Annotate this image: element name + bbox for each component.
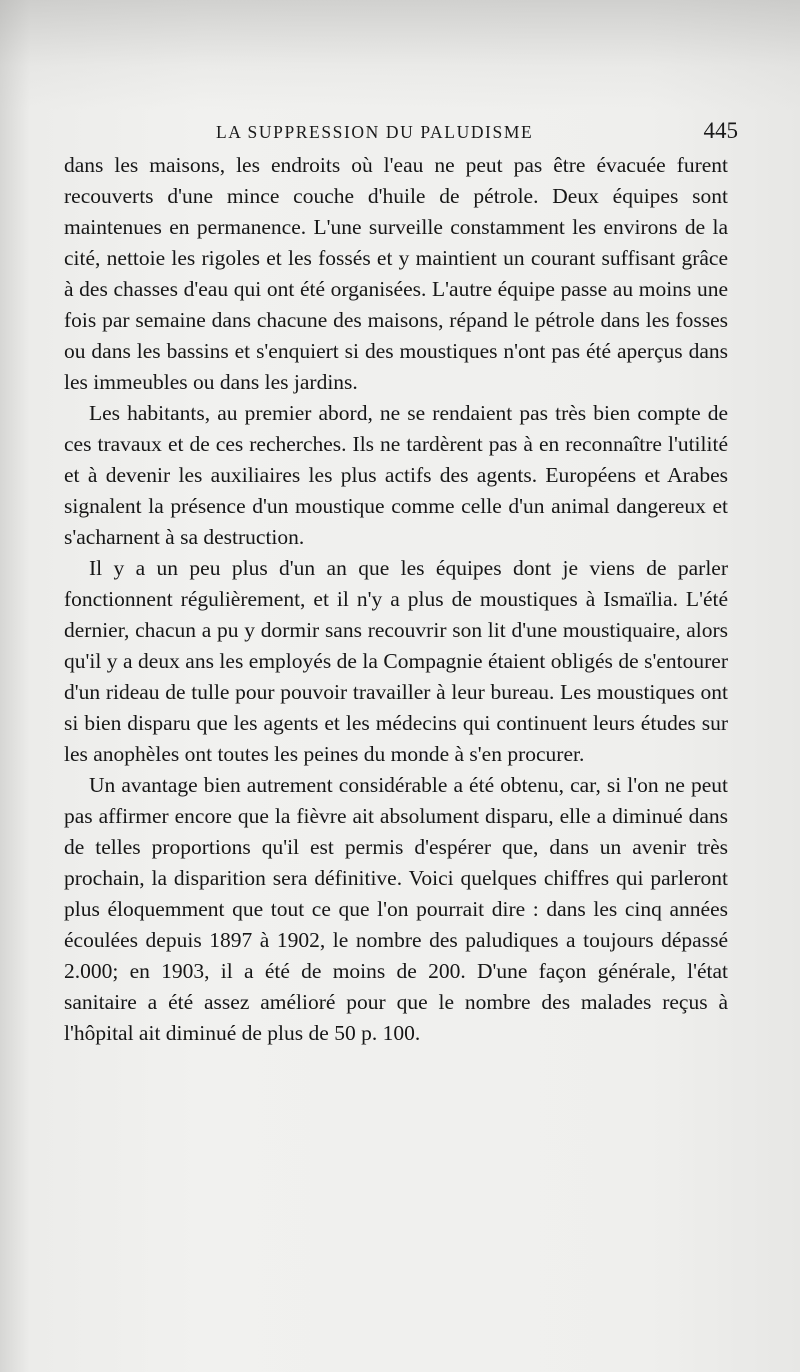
body-text	[64, 150, 728, 1049]
running-head	[62, 118, 738, 148]
running-title: LA SUPPRESSION DU PALUDISME	[216, 122, 534, 142]
paragraph: Les habitants, au premier abord, ne se rendaient pas très bien compte de ces travaux et de ces recherches. Ils ne tardèrent pas à en reconnaître l'utilité et à devenir les auxiliaires les plus actifs des agents. Européens et Arabes signalent la présence d'un moustique comme celle d'un animal dangereux et s'acharnent à sa destruction.	[64, 401, 728, 549]
paragraph: dans les maisons, les endroits où l'eau ne peut pas être évacuée furent recouverts d'une mince couche d'huile de pétrole. Deux équipes sont maintenues en permanence. L'une surveille constamment les environs de la cité, nettoie les rigoles et les fossés et y maintient un courant suffisant grâce à des chasses d'eau qui ont été organisées. L'autre équipe passe au moins une fois par semaine dans chacune des maisons, répand le pétrole dans les fosses ou dans les bassins et s'enquiert si des moustiques n'ont pas été aperçus dans les immeubles ou dans les jardins.	[64, 153, 728, 394]
page-number: 445	[703, 118, 738, 143]
paragraph: Un avantage bien autrement considérable a été obtenu, car, si l'on ne peut pas affirmer encore que la fièvre ait absolument disparu, elle a diminué dans de telles proportions qu'il est permis d'espérer que, dans un avenir très prochain, la disparition sera définitive. Voici quelques chiffres qui parleront plus éloquemment que tout ce que l'on pourrait dire : dans les cinq années écoulées depuis 1897 à 1902, le nombre des paludiques a toujours dépassé 2.000; en 1903, il a été de moins de 200. D'une façon générale, l'état sanitaire a été assez amélioré pour que le nombre des malades reçus à l'hôpital ait diminué de plus de 50 p. 100.	[64, 773, 728, 1045]
page-shadow	[0, 0, 800, 110]
paragraph: Il y a un peu plus d'un an que les équipes dont je viens de parler fonctionnent régulièrement, et il n'y a plus de moustiques à Ismaïlia. L'été dernier, chacun a pu y dormir sans recouvrir son lit d'une moustiquaire, alors qu'il y a deux ans les employés de la Compagnie étaient obligés de s'entourer d'un rideau de tulle pour pouvoir travailler à leur bureau. Les moustiques ont si bien disparu que les agents et les médecins qui continuent leurs études sur les anophèles ont toutes les peines du monde à s'en procurer.	[64, 556, 728, 766]
